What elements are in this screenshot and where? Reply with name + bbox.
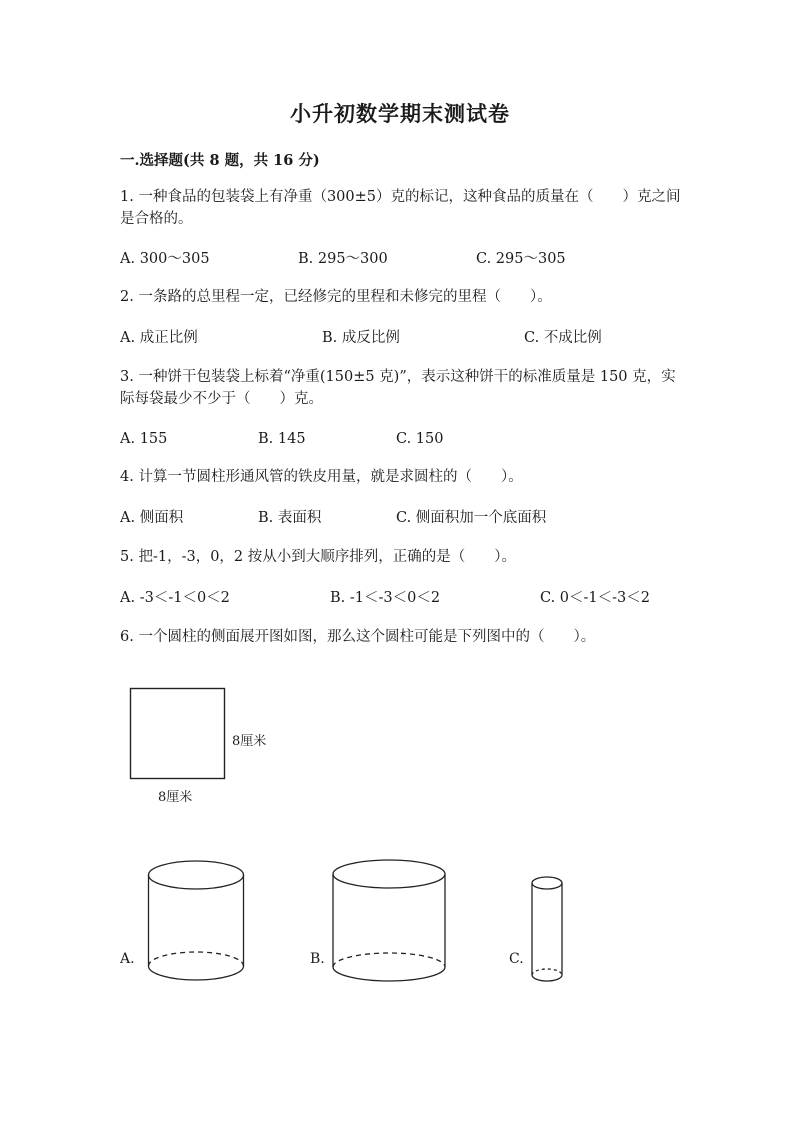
net-side-label: 8厘米 xyxy=(232,734,267,749)
q2-option-a[interactable]: A. 成正比例 xyxy=(120,330,198,346)
cylinder-c xyxy=(532,877,562,981)
question-1: 1. 一种食品的包装袋上有净重（300±5）克的标记，这种食品的质量在（ ）克之间是合格的。 xyxy=(120,189,681,227)
q5-option-b[interactable]: B. -1＜-3＜0＜2 xyxy=(330,590,441,606)
section-heading: 一.选择题(共 8 题，共 16 分) xyxy=(120,152,320,169)
q1-option-b[interactable]: B. 295～300 xyxy=(298,251,388,267)
q3-option-a[interactable]: A. 155 xyxy=(120,431,168,447)
q2-option-b[interactable]: B. 成反比例 xyxy=(322,330,400,346)
page-title: 小升初数学期末测试卷 xyxy=(290,101,510,126)
q4-option-b[interactable]: B. 表面积 xyxy=(258,510,322,526)
q1-option-a[interactable]: A. 300～305 xyxy=(120,251,210,267)
net-bottom-label: 8厘米 xyxy=(158,790,193,805)
q3-option-c[interactable]: C. 150 xyxy=(396,431,444,447)
q5-option-a[interactable]: A. -3＜-1＜0＜2 xyxy=(120,590,230,606)
q3-option-b[interactable]: B. 145 xyxy=(258,431,306,447)
cylinder-b xyxy=(333,860,445,981)
q4-option-a[interactable]: A. 侧面积 xyxy=(120,510,184,526)
question-6: 6. 一个圆柱的侧面展开图如图，那么这个圆柱可能是下列图中的（ ）。 xyxy=(120,629,596,645)
question-4: 4. 计算一节圆柱形通风管的铁皮用量，就是求圆柱的（ ）。 xyxy=(120,469,523,485)
cylinder-c-label[interactable]: C. xyxy=(509,951,524,967)
net-square xyxy=(131,689,225,779)
q2-option-c[interactable]: C. 不成比例 xyxy=(524,330,602,346)
question-2: 2. 一条路的总里程一定，已经修完的里程和未修完的里程（ ）。 xyxy=(120,289,552,305)
q1-option-c[interactable]: C. 295～305 xyxy=(476,251,566,267)
cylinder-a-label[interactable]: A. xyxy=(120,951,135,967)
question-5: 5. 把-1，-3，0，2 按从小到大顺序排列，正确的是（ ）。 xyxy=(120,549,517,565)
q5-option-c[interactable]: C. 0＜-1＜-3＜2 xyxy=(540,590,650,606)
q4-option-c[interactable]: C. 侧面积加一个底面积 xyxy=(396,510,547,526)
cylinder-b-label[interactable]: B. xyxy=(310,951,325,967)
cylinder-a xyxy=(149,861,244,980)
question-3: 3. 一种饼干包装袋上标着“净重(150±5 克)”，表示这种饼干的标准质量是 150 克，实际每袋最少不少于（ ）克。 xyxy=(120,369,676,407)
